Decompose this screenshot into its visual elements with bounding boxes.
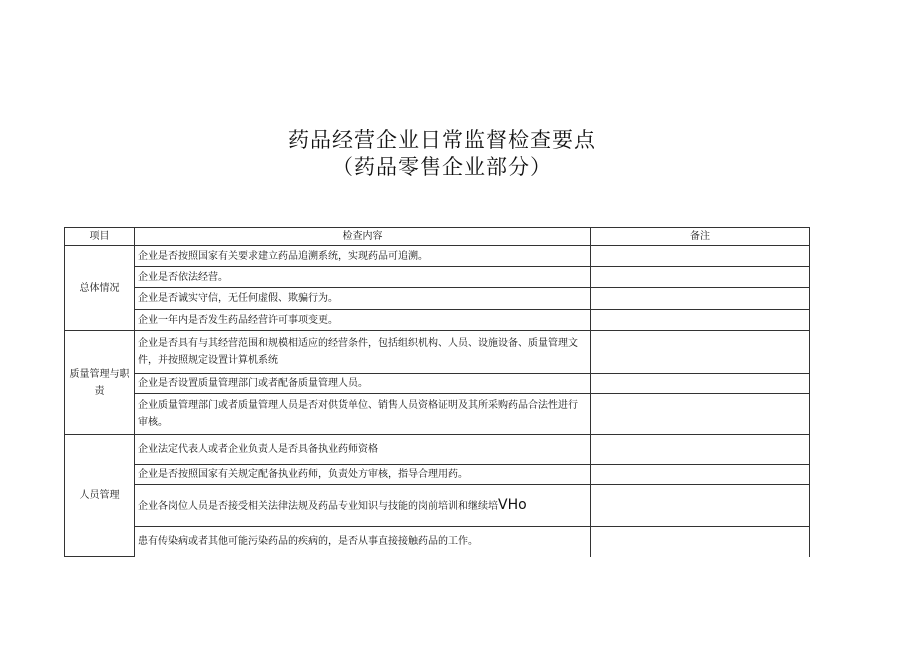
note-cell: [591, 246, 810, 267]
check-item: 企业是否按照国家有关要求建立药品追溯系统，实现药品可追溯。: [135, 246, 591, 267]
table-row: [65, 246, 810, 267]
table-row: [65, 485, 810, 527]
document-subtitle: （药品零售企业部分）: [332, 155, 552, 179]
check-item: 患有传染病或者其他可能污染药品的疾病的，是否从事直接接触药品的工作。: [135, 527, 591, 557]
category-quality: 质量管理与职责: [65, 331, 135, 435]
check-item: 企业是否按照国家有关规定配备执业药师，负责处方审核，指导合理用药。: [135, 465, 591, 485]
check-item: 企业是否诚实守信，无任何虚假、欺骗行为。: [135, 288, 591, 310]
note-cell: [591, 465, 810, 485]
note-cell: [591, 527, 810, 557]
table-row: [65, 394, 810, 435]
table-header-row: [65, 228, 810, 246]
note-cell: [591, 394, 810, 435]
note-cell: [591, 267, 810, 288]
note-cell: [591, 374, 810, 394]
note-cell: [591, 288, 810, 310]
table-row: [65, 374, 810, 394]
ocr-suffix: VHo: [498, 496, 527, 513]
table-row: [65, 310, 810, 331]
document-title: 药品经营企业日常监督检查要点: [288, 128, 596, 152]
table-row: [65, 527, 810, 557]
header-item: 项目: [65, 228, 135, 246]
category-personnel: 人员管理: [65, 435, 135, 557]
check-item: 企业是否设置质量管理部门或者配备质量管理人员。: [135, 374, 591, 394]
check-item: 企业质量管理部门或者质量管理人员是否对供货单位、销售人员资格证明及其所采购药品合法性进行审核。: [135, 394, 591, 435]
check-item: 企业是否具有与其经营范围和规模相适应的经营条件，包括组织机构、人员、设施设备、质量管理文件，并按照规定设置计算机系统: [135, 331, 591, 374]
note-cell: [591, 435, 810, 465]
check-item: 企业一年内是否发生药品经营许可事项变更。: [135, 310, 591, 331]
category-overall: 总体情况: [65, 246, 135, 331]
check-item-text: 企业各岗位人员是否接受相关法律法规及药品专业知识与技能的岗前培训和继续培: [138, 500, 498, 512]
table-row: [65, 435, 810, 465]
note-cell: [591, 485, 810, 527]
check-item: [135, 485, 591, 527]
note-cell: [591, 331, 810, 374]
note-cell: [591, 310, 810, 331]
header-note: 备注: [591, 228, 810, 246]
header-content: 检查内容: [135, 228, 591, 246]
check-item: 企业法定代表人或者企业负责人是否具备执业药师资格: [135, 435, 591, 465]
table-row: [65, 331, 810, 374]
table-row: [65, 288, 810, 310]
inspection-table: [64, 227, 810, 557]
table-row: [65, 267, 810, 288]
check-item: 企业是否依法经营。: [135, 267, 591, 288]
table-row: [65, 465, 810, 485]
